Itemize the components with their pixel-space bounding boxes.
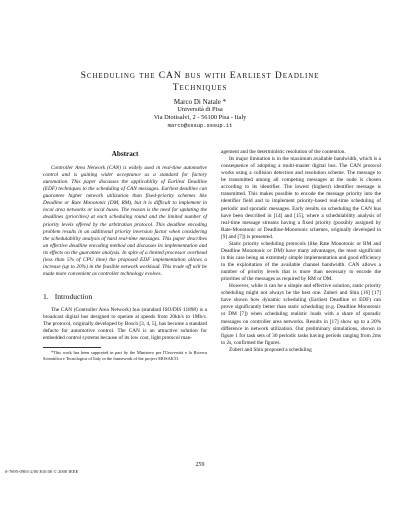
footnote-text: *This work has been supported in part by the Ministero per l'Università e la Ricerca Scientifica e Tecnologica of Italy in the framework of the project MOSAICO. <box>43 350 207 361</box>
right-paragraph-5: Zuberi and Shin proposed a scheduling <box>229 346 312 353</box>
author-name: Marco Di Natale <box>173 98 221 106</box>
page-number: 259 <box>195 462 205 468</box>
section-heading-introduction <box>43 292 207 301</box>
title-line-2: Techniques <box>172 82 228 93</box>
abstract-text: Controller Area Network (CAN) is widely used in real-time automotive control and is gaining wider acceptance as a standard for factory automation. This paper discusses the applicability of Earliest Deadline (EDF) techniques to the scheduling of CAN messages. Earliest deadline can guarantee higher network utilization than fixed-priority schemes like Deadline or Rate Monotonic (DM, RM), but it is difficult to implement in local area networks or local buses. The reason is the need for updating the deadlines (priorities) at each scheduling round and the limited number of priority levels offered by the arbitration protocol. This deadline encoding problem results in an additional priority inversion factor when considering the schedulability analysis of hard real-time messages. This paper describes an effective deadline encoding method and discusses its implementation and its effects on the guarantee analysis. In spite of a limited processor overhead (less than 5% of CPU time) the proposed EDF implementation allows a increase (up to 20%) in the feasible network workload. This trade off will be made more convenient as controller technology evolves. <box>43 165 207 277</box>
author-affiliation: Università di Pisa <box>177 106 223 113</box>
right-paragraph-2: Its major limitation is in the maximum available bandwidth, which is a consequence of adopting a multi-master digital bus. The CAN protocol works using a collision detection and resolution scheme. The message to be transmitted among all competing messages at the node is chosen according to its identifier. The lowest (highest) identifier message is transmitted. This makes possible to encode the message priority into the identifier field and to implement priority-based real-time scheduling of periodic and sporadic messages. Early results on scheduling the CAN bus have been described in [14] and [15], where a schedulability analysis of real-time message streams having a fixed priority (possibly assigned by Rate-Monotonic or Deadline-Monotonic schemes, originally developed in [9] and [7]) is presented. <box>221 156 381 240</box>
author-address: Via Diotisalvi, 2 - 56100 Pisa - Italy <box>153 114 247 121</box>
title-line-1: Scheduling the CAN bus with Earliest Deadline <box>80 70 320 81</box>
right-paragraph-3: Static priority scheduling protocols (like Rate Monotonic or RM and Deadline Monotonic or DM) have many advantages, the most significant in this case being an extremely simple implementation and good efficiency in the exploitation of the available channel bandwidth. CAN allows a number of priority levels that is more than necessary to encode the priorities of the messages as required by RM or DM. <box>221 240 381 283</box>
isbn-line: 0-7695-0903-2/00 $10.00 © 2000 IEEE <box>5 469 79 474</box>
intro-paragraph: The CAN (Controller Area Network) bus (standard ISO/DIS 11898) is a broadcast digital bus designed to operate at speeds from 20kb/s to 1Mb/s. The protocol, originally developed by Bosch [3, 4, 5], has become a standard defacto for automotive control. The CAN is an attractive solution for embedded control systems because of its low cost, light protocol man- <box>43 307 207 342</box>
author-name-line <box>40 98 360 106</box>
author-email: marco@sssup.sssup.it <box>167 123 233 129</box>
right-paragraph-4: However, while it can be a simple and effective solution, static priority scheduling might not always be the best one. Zuberi and Shin [16] [17] have shown how dynamic scheduling (Earliest Deadline or EDF) can prove significantly better than static scheduling (e.g. Deadline Monotonic or DM [7]) when scheduling realistic loads with a share of sporadic messages on controller area networks. Results in [17] show up to a 20% difference in network utilization. Our preliminary simulations, shown in figure 1 for task sets of 30 periodic tasks having periods ranging from 2ms to 2s, confirmed the figures. <box>221 283 381 346</box>
section-number: 1. <box>43 292 49 301</box>
section-title: Introduction <box>54 292 93 301</box>
left-column <box>43 150 207 361</box>
footnote-rule <box>43 347 101 348</box>
paper-title <box>40 70 360 94</box>
right-paragraph-1: agement and the deterministic resolution of the contention. <box>221 149 346 155</box>
abstract-heading: Abstract <box>111 150 139 158</box>
author-footnote-mark: * <box>220 98 227 106</box>
right-column <box>221 149 381 354</box>
author-block <box>40 98 360 130</box>
